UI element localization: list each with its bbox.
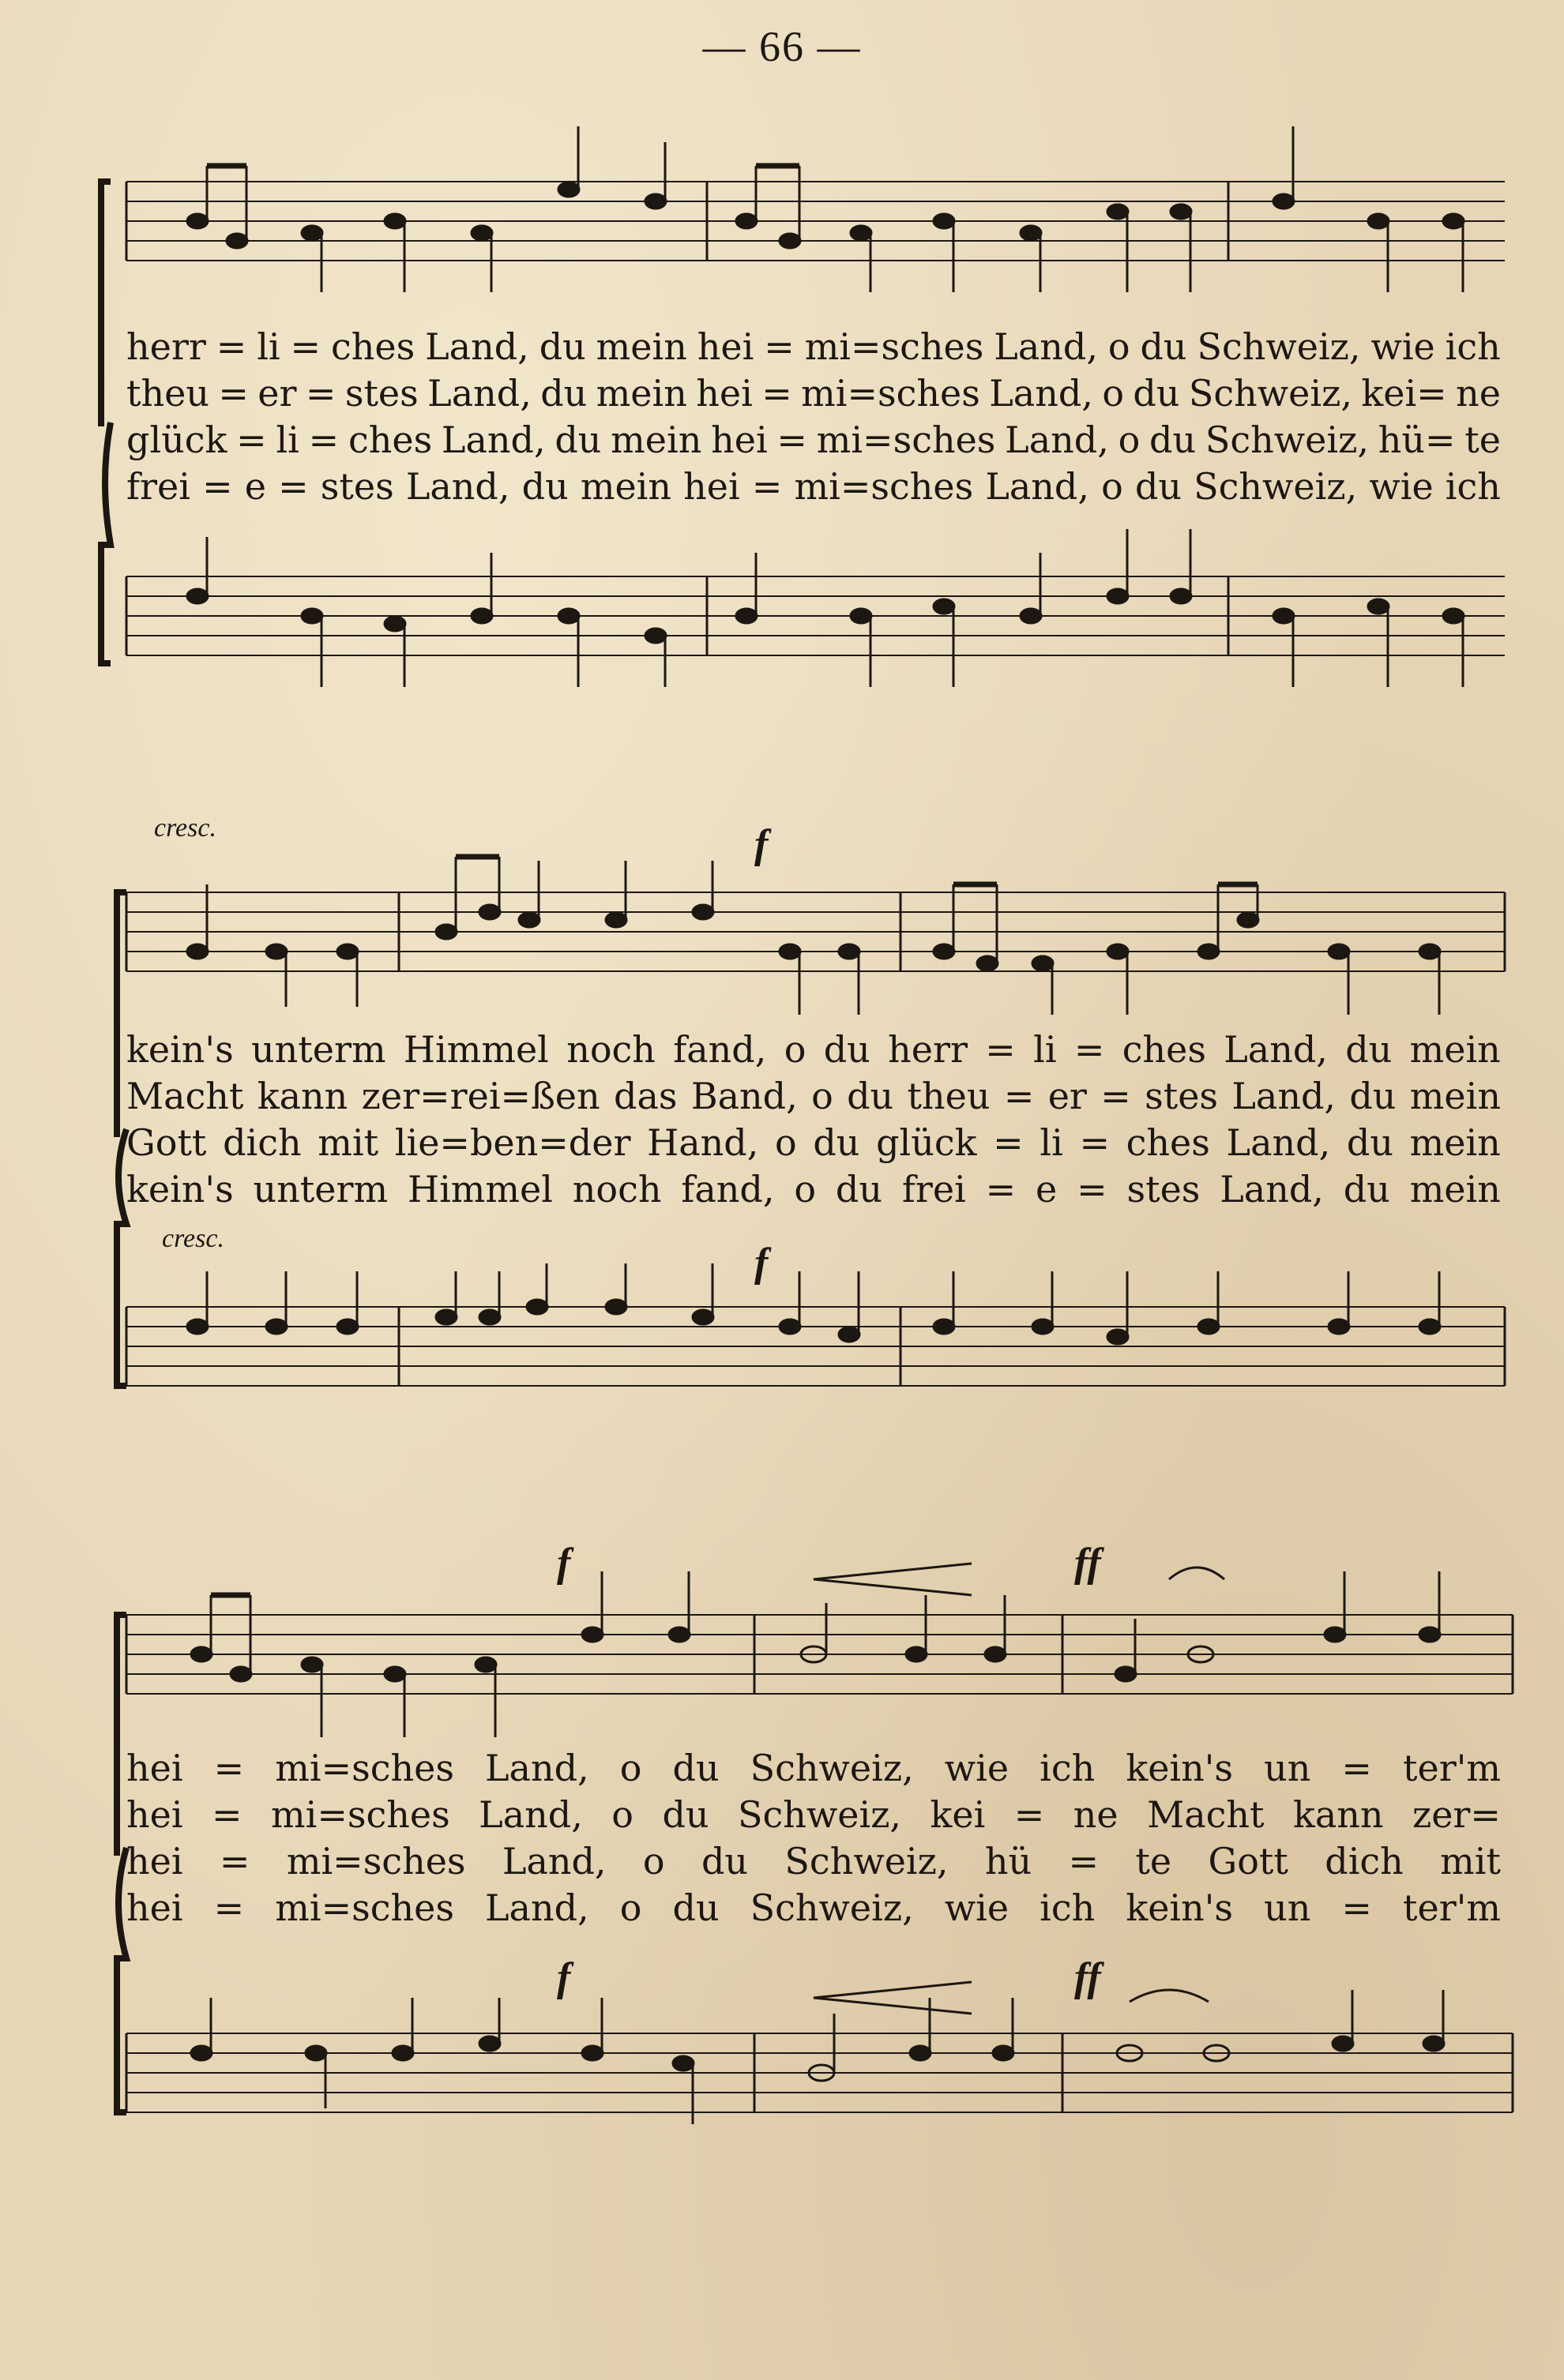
lyric-syllable: = [305,372,336,415]
lyric-syllable: mi=sches [794,465,974,508]
lyric-line [126,1073,1501,1120]
lyric-syllable: un [1264,1886,1311,1929]
lyric-syllable: = [1003,1075,1035,1117]
lyric-syllable: herr [126,325,206,368]
lyric-syllable: Schweiz, [1194,465,1358,508]
lyric-syllable: du [813,1121,860,1164]
lyric-syllable: du [1345,1028,1393,1071]
lyric-syllable: li [276,419,299,461]
lyric-syllable: mi=sches [286,1840,466,1883]
lyric-syllable: = [290,325,321,368]
lyric-syllable: li [1033,1028,1057,1071]
lyric-syllable: ter'm [1403,1886,1501,1929]
lyric-syllable: li [257,325,280,368]
lyric-syllable: = [219,1840,250,1883]
lyric-syllable: Macht [1147,1793,1265,1836]
lyric-syllable: mein [596,372,687,415]
lyric-syllable: = [1013,1793,1045,1836]
lyric-syllable: unterm [251,1028,386,1071]
lyric-syllable: o [1107,325,1130,368]
lyric-syllable: = [1341,1886,1372,1929]
lyric-syllable: Land, [985,465,1089,508]
lyric-syllable: hei [683,465,740,508]
lyric-syllable: hei [697,325,754,368]
lyric-syllable: = [1077,1168,1107,1211]
lyric-syllable: unterm [253,1168,389,1211]
dynamic-forte-lower: f [754,1241,769,1286]
lyric-syllable: Schweiz, [1205,419,1369,461]
lyric-syllable: zer= [1412,1793,1501,1836]
lyric-syllable: kann [1292,1793,1384,1836]
lyric-syllable: du [555,419,602,461]
lyrics-block [126,1027,1501,1213]
lyric-syllable: = [1079,1121,1111,1164]
lyric-syllable: = [308,419,340,461]
lyric-syllable: ches [330,325,415,368]
lyric-syllable: mi=sches [816,419,996,461]
lyric-syllable: = [213,1886,245,1929]
lyric-syllable: du [1133,372,1180,415]
lyric-syllable: glück [876,1121,977,1164]
lyric-syllable: mi=sches [804,325,984,368]
lyric-syllable: Schweiz, [1188,372,1352,415]
lyric-syllable: = [202,465,233,508]
lyric-syllable: du [540,372,588,415]
lyric-syllable: frei [901,1168,966,1211]
lyric-syllable: frei [126,465,190,508]
lyric-line [126,324,1501,370]
lyric-syllable: = [212,1793,242,1836]
lyric-syllable: dich [1325,1840,1404,1883]
lyric-syllable: ter'm [1403,1747,1501,1789]
lyric-line [126,1792,1501,1838]
lyric-line [126,1838,1501,1885]
lyric-syllable: wie [944,1886,1009,1929]
lyric-syllable: kein's [126,1168,234,1211]
lyric-syllable: Schweiz, [737,1793,902,1836]
lyric-syllable: = [1073,1028,1105,1071]
lyric-syllable: du [1149,419,1197,461]
lyric-syllable: Land, [989,372,1093,415]
lyric-syllable: wie [1370,325,1435,368]
lyric-syllable: = [218,372,249,415]
lyric-syllable: ich [1040,1886,1096,1929]
lyric-syllable: stes [320,465,394,508]
lyric-syllable: zer=rei=ßen [361,1075,600,1117]
lyric-syllable: te [1464,419,1501,461]
lyric-syllable: = [985,1168,1017,1211]
lyric-syllable: e [244,465,266,508]
lyric-syllable: = [236,419,267,461]
lyric-syllable: mi=sches [271,1793,450,1836]
lyric-syllable: = [985,1028,1016,1071]
lyric-line [126,464,1501,510]
lyric-syllable: Land, [1226,1121,1331,1164]
dynamic-forte-upper: f [754,822,769,867]
lyric-syllable: stes [344,372,419,415]
lyric-syllable: er [1047,1075,1087,1117]
lyric-syllable: ne [1456,372,1501,415]
dynamic-forte-lower: f [557,1955,571,2000]
lyric-line [126,1885,1501,1931]
lyric-syllable: = [993,1121,1024,1164]
lyric-syllable: Gott [1208,1840,1288,1883]
lyric-line [126,417,1501,464]
lyric-syllable: herr [888,1028,968,1071]
lyric-syllable: du [662,1793,709,1836]
lyric-syllable: mein [611,419,702,461]
lyric-syllable: fand, [673,1028,767,1071]
lyric-syllable: o [611,1793,633,1836]
lyric-syllable: stes [1145,1075,1219,1117]
lyric-syllable: ich [1040,1747,1096,1789]
lyric-syllable: dich [223,1121,302,1164]
lyric-syllable: Schweiz, [784,1840,949,1883]
lyric-syllable: = [278,465,309,508]
lyric-syllable: mein [1409,1075,1501,1117]
lyric-line [126,370,1501,417]
lyric-syllable: Land, [1231,1075,1337,1117]
lyric-syllable: mi=sches [801,372,980,415]
lyrics-block [126,1745,1501,1931]
lyric-syllable: du [847,1075,894,1117]
lyric-syllable: e [1036,1168,1058,1211]
lyric-syllable: fand, [681,1168,775,1211]
lyric-syllable: Schweiz, [1197,325,1361,368]
lyric-line [126,1166,1501,1213]
lyric-syllable: o [811,1075,833,1117]
lyric-syllable: o [642,1840,665,1883]
lyric-syllable: Land, [1005,419,1109,461]
lyric-syllable: li [1040,1121,1063,1164]
lyric-syllable: mit [1440,1840,1501,1883]
dynamic-forte-upper: f [557,1541,571,1586]
lyric-line [126,1745,1501,1792]
lyric-syllable: = [1068,1840,1100,1883]
lyric-syllable: = [776,419,807,461]
music-system-1 [0,111,1564,711]
lyric-syllable: ich [1445,465,1501,508]
music-system-2 [0,798,1564,1413]
lyric-syllable: hei [126,1840,183,1883]
lyric-syllable: = [761,372,792,415]
lyric-syllable: stes [1126,1168,1201,1211]
lyric-syllable: mein [596,325,687,368]
lyric-syllable: ches [1126,1121,1210,1164]
lyric-syllable: Band, [690,1075,798,1117]
page-number: — 66 — [702,23,862,70]
lyric-syllable: hei [126,1886,183,1929]
lyric-syllable: mi=sches [275,1747,454,1789]
lyric-syllable: kei [930,1793,986,1836]
lyric-syllable: kein's [1126,1747,1234,1789]
lyric-syllable: o [1101,465,1123,508]
lyric-syllable: Land, [441,419,546,461]
lyric-syllable: du [1343,1168,1390,1211]
lyric-syllable: du [1134,465,1182,508]
lyric-syllable: du [672,1886,720,1929]
music-system-3 [0,1524,1564,2140]
lyric-syllable: Land, [485,1747,589,1789]
lyric-syllable: = [1100,1075,1131,1117]
lyric-syllable: Schweiz, [750,1886,914,1929]
lyric-syllable: hei [711,419,768,461]
lyric-syllable: Land, [502,1840,607,1883]
lyric-syllable: o [784,1028,806,1071]
lyric-syllable: hü [984,1840,1032,1883]
lyric-syllable: mit [318,1121,379,1164]
lyric-syllable: Gott [126,1121,207,1164]
lyric-syllable: o [775,1121,797,1164]
lyric-syllable: mein [1409,1121,1501,1164]
lyric-syllable: Land, [1224,1028,1328,1071]
lyric-syllable: er [258,372,297,415]
dynamic-cresc-lower: cresc. [162,1224,224,1253]
lyric-syllable: Land, [994,325,1098,368]
lyric-syllable: o [619,1747,642,1789]
lyric-syllable: Land, [425,325,529,368]
lyric-syllable: Land, [1220,1168,1324,1211]
lyric-syllable: hei [126,1793,183,1836]
lyric-syllable: glück [126,419,227,461]
lyric-line [126,1120,1501,1166]
lyric-syllable: du [521,465,569,508]
lyric-syllable: Macht [126,1075,244,1117]
lyric-syllable: Land, [405,465,510,508]
lyric-syllable: du [539,325,586,368]
lyric-syllable: kann [257,1075,348,1117]
lyric-syllable: ches [348,419,433,461]
lyric-syllable: theu [907,1075,991,1117]
lyric-syllable: hei [696,372,753,415]
lyrics-block [126,324,1501,510]
lyric-syllable: = [1341,1747,1372,1789]
lyric-syllable: un [1264,1747,1311,1789]
lyric-syllable: = [764,325,795,368]
lyric-syllable: hü= [1378,419,1456,461]
lyric-syllable: Land, [485,1886,589,1929]
lyric-syllable: du [672,1747,720,1789]
lyric-syllable: Himmel [403,1028,549,1071]
lyric-syllable: = [216,325,247,368]
lyric-syllable: mein [580,465,672,508]
lyric-syllable: kein's [126,1028,234,1071]
lyric-syllable: kei= [1361,372,1447,415]
lyric-syllable: ne [1073,1793,1118,1836]
dynamic-fortissimo-upper: ff [1074,1541,1101,1586]
lyric-syllable: o [1102,372,1125,415]
lyric-syllable: = [213,1747,245,1789]
lyric-syllable: noch [566,1028,656,1071]
lyric-syllable: noch [572,1168,662,1211]
lyric-syllable: lie=ben=der [394,1121,631,1164]
dynamic-fortissimo-lower: ff [1074,1955,1101,2000]
lyric-syllable: o [619,1886,642,1929]
lyric-syllable: Land, [427,372,532,415]
lyric-syllable: mein [1409,1168,1501,1211]
lyric-syllable: du [1346,1121,1393,1164]
lyric-syllable: Schweiz, [750,1747,914,1789]
lyric-syllable: = [751,465,783,508]
lyric-syllable: du [823,1028,870,1071]
lyric-syllable: wie [944,1747,1009,1789]
lyric-syllable: theu [126,372,209,415]
lyric-syllable: ches [1122,1028,1206,1071]
lyric-syllable: das [614,1075,678,1117]
lyric-syllable: wie [1369,465,1434,508]
lyric-syllable: du [1349,1075,1397,1117]
lyric-syllable: te [1135,1840,1172,1883]
lyric-syllable: kein's [1126,1886,1234,1929]
lyric-syllable: mein [1409,1028,1501,1071]
lyric-syllable: du [701,1840,749,1883]
lyric-syllable: ich [1445,325,1501,368]
lyric-syllable: du [835,1168,882,1211]
lyric-syllable: mi=sches [275,1886,454,1929]
lyric-syllable: o [794,1168,817,1211]
lyric-syllable: Himmel [407,1168,553,1211]
lyric-syllable: du [1140,325,1187,368]
lyric-line [126,1027,1501,1073]
dynamic-cresc-upper: cresc. [154,813,216,843]
lyric-syllable: o [1118,419,1141,461]
lyric-syllable: hei [126,1747,183,1789]
lyric-syllable: Land, [479,1793,583,1836]
lyric-syllable: Hand, [647,1121,759,1164]
